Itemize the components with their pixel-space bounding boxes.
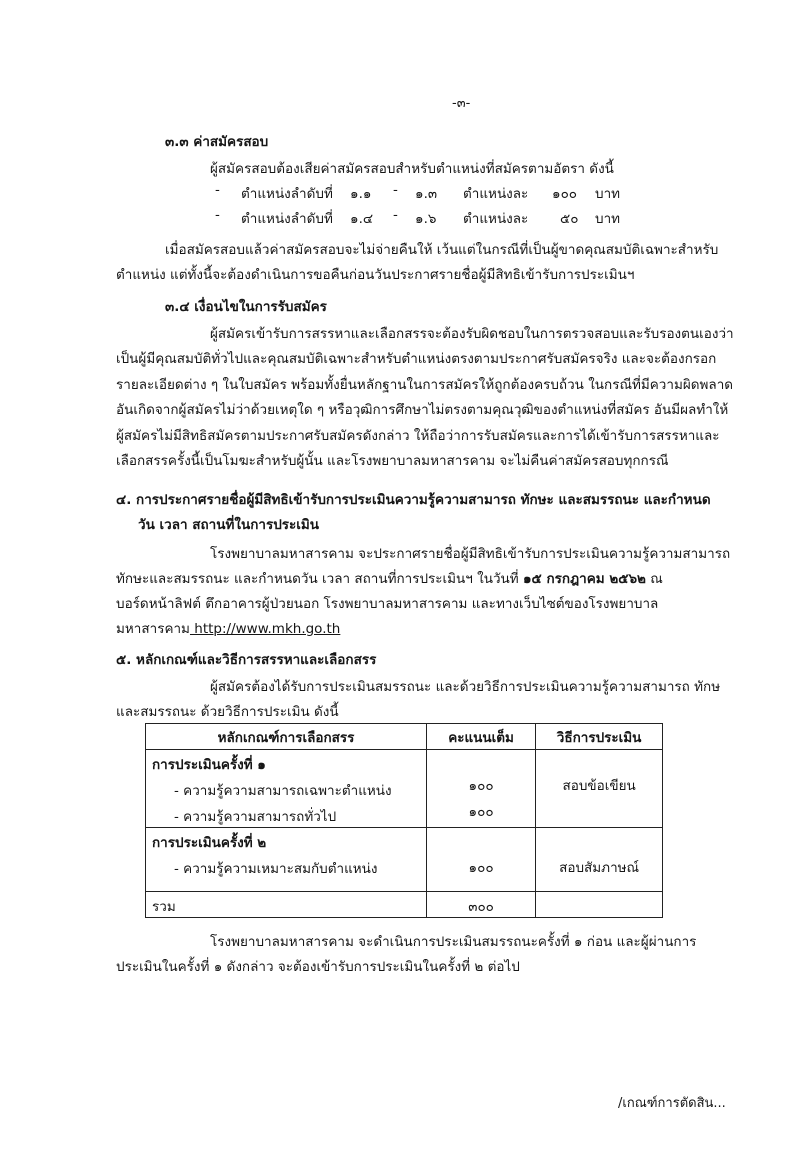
criteria-section-title: ๕. หลักเกณฑ์และวิธีการสรรหาและเลือกสรร [116,652,377,668]
criteria-after-line-1: โรงพยาบาลมหาสารคาม จะดำเนินการประเมินสมรรถนะครั้งที่ ๑ ก่อน และผู้ผ่านการ [210,934,697,950]
criteria-table [145,723,663,918]
announce-line-2-text: ทักษะและสมรรถนะ และกำหนดวัน เวลา สถานที่การประเมินฯ ในวันที่ [116,571,523,587]
announce-line-2 [116,567,663,589]
header-criteria: หลักเกณฑ์การเลือกสรร [146,724,427,750]
condition-line-4: อันเกิดจากผู้สมัครไม่ว่าด้วยเหตุใด ๆ หรือวุฒิการศึกษาไม่ตรงตามคุณวุฒิของตำแหน่งที่สมัคร อันมีผลทำให้ [116,402,729,418]
table-row-group-1 [146,750,663,828]
website-link[interactable]: http://www.mkh.go.th [189,621,341,637]
continue-footer: /เกณฑ์การตัดสิน... [618,1096,726,1111]
group-2-score-cell [426,828,535,892]
condition-section-title: ๓.๔ เงื่อนไขในการรับสมัคร [165,299,327,315]
fee-unit: บาท [595,211,621,227]
announce-line-1: โรงพยาบาลมหาสารคาม จะประกาศรายชื่อผู้มีสิทธิเข้ารับการประเมินความรู้ความสามารถ [210,546,731,562]
total-method-empty [536,892,663,918]
fee-per-label: ตำแหน่งละ [463,186,529,202]
criteria-line-1: ผู้สมัครต้องได้รับการประเมินสมรรถนะ และด้วยวิธีการประเมินความรู้ความสามารถ ทักษ [210,679,721,695]
fee-amount: ๕๐ [560,211,579,227]
announce-section-title: ๔. การประกาศรายชื่อผู้มีสิทธิเข้ารับการประเมินความรู้ความสามารถ ทักษะ และสมรรถนะ และกำหนด [116,492,711,508]
announce-line-3: บอร์ดหน้าลิฟต์ ตึกอาคารผู้ป่วยนอก โรงพยาบาลมหาสารคาม และทางเว็บไซต์ของโรงพยาบาล [116,596,659,612]
table-header-row [146,724,663,750]
group-2-score-1: ๑๐๐ [468,860,494,876]
total-score: ๓๐๐ [426,892,535,918]
fee-range-to: ๑.๓ [415,186,438,202]
fee-intro: ผู้สมัครสอบต้องเสียค่าสมัครสอบสำหรับตำแหน่งที่สมัครตามอัตรา ดังนี้ [210,161,614,177]
group-2-method: สอบสัมภาษณ์ [536,828,663,892]
fee-range-from: ๑.๔ [350,211,374,227]
announce-line-4-text: มหาสารคาม [116,621,190,637]
fee-range-sep: - [393,182,398,198]
group-1-score-cell [426,750,535,828]
announce-line-4 [116,617,340,639]
fee-range-from: ๑.๑ [350,186,372,202]
fee-range-to: ๑.๖ [415,211,437,227]
table-row-group-2 [146,828,663,892]
criteria-line-2: และสมรรถนะ ด้วยวิธีการประเมิน ดังนี้ [116,704,339,720]
condition-line-3: รายละเอียดต่าง ๆ ในใบสมัคร พร้อมทั้งยื่นหลักฐานในการสมัครให้ถูกต้องครบถ้วน ในกรณีที่มีความผิดพลาด [116,377,734,393]
header-method: วิธีการประเมิน [536,724,663,750]
fee-unit: บาท [595,186,621,202]
group-1-score-2: ๑๐๐ [468,804,494,820]
condition-line-5: ผู้สมัครไม่มีสิทธิสมัครตามประกาศรับสมัครดังกล่าว ให้ถือว่าการรับสมัครและการได้เข้ารับการสรรหาและ [116,428,720,444]
group-1-item-2: - ความรู้ความสามารถทั่วไป [174,809,337,825]
group-2-title: การประเมินครั้งที่ ๒ [152,835,267,851]
condition-line-1: ผู้สมัครเข้ารับการสรรหาและเลือกสรรจะต้องรับผิดชอบในการตรวจสอบและรับรองตนเองว่า [210,326,734,342]
fee-note-line-2: ตำแหน่ง แต่ทั้งนี้จะต้องดำเนินการขอคืนก่อนวันประกาศรายชื่อผู้มีสิทธิเข้ารับการประเมินฯ [116,267,635,283]
group-1-score-1: ๑๐๐ [468,778,494,794]
fee-note-line-1: เมื่อสมัครสอบแล้วค่าสมัครสอบจะไม่จ่ายคืนให้ เว้นแต่ในกรณีที่เป็นผู้ขาดคุณสมบัติเฉพาะสำหรับ [165,242,719,258]
announce-section-title-cont: วัน เวลา สถานที่ในการประเมิน [138,517,320,533]
group-1-title: การประเมินครั้งที่ ๑ [152,757,266,773]
header-full-score: คะแนนเต็ม [426,724,535,750]
group-2-item-1: - ความรู้ความเหมาะสมกับตำแหน่ง [174,861,378,877]
fee-dash: - [215,207,220,223]
group-1-item-1: - ความรู้ความสามารถเฉพาะตำแหน่ง [174,783,392,799]
fee-position-label: ตำแหน่งลำดับที่ [241,211,333,227]
condition-line-6: เลือกสรรครั้งนี้เป็นโมฆะสำหรับผู้นั้น และโรงพยาบาลมหาสารคาม จะไม่คืนค่าสมัครสอบทุกกรณี [116,453,669,469]
fee-amount: ๑๐๐ [552,186,578,202]
announce-line-2-end: ณ [645,571,663,587]
page-number: -๓- [452,96,471,111]
criteria-after-line-2: ประเมินในครั้งที่ ๑ ดังกล่าว จะต้องเข้ารับการประเมินในครั้งที่ ๒ ต่อไป [116,959,520,975]
announce-date: ๑๕ กรกฎาคม ๒๕๖๒ [522,571,646,587]
group-1-method: สอบข้อเขียน [536,750,663,828]
fee-position-label: ตำแหน่งลำดับที่ [241,186,333,202]
fee-per-label: ตำแหน่งละ [463,211,529,227]
condition-line-2: เป็นผู้มีคุณสมบัติทั่วไปและคุณสมบัติเฉพาะสำหรับตำแหน่งตรงตามประกาศรับสมัครจริง และจะต้องกรอก [116,351,717,367]
total-label: รวม [146,892,427,918]
fee-dash: - [215,182,220,198]
group-1-criteria-cell [146,750,427,828]
group-2-criteria-cell [146,828,427,892]
fee-range-sep: - [393,207,398,223]
table-row-total [146,892,663,918]
fee-section-title: ๓.๓ ค่าสมัครสอบ [165,134,269,150]
